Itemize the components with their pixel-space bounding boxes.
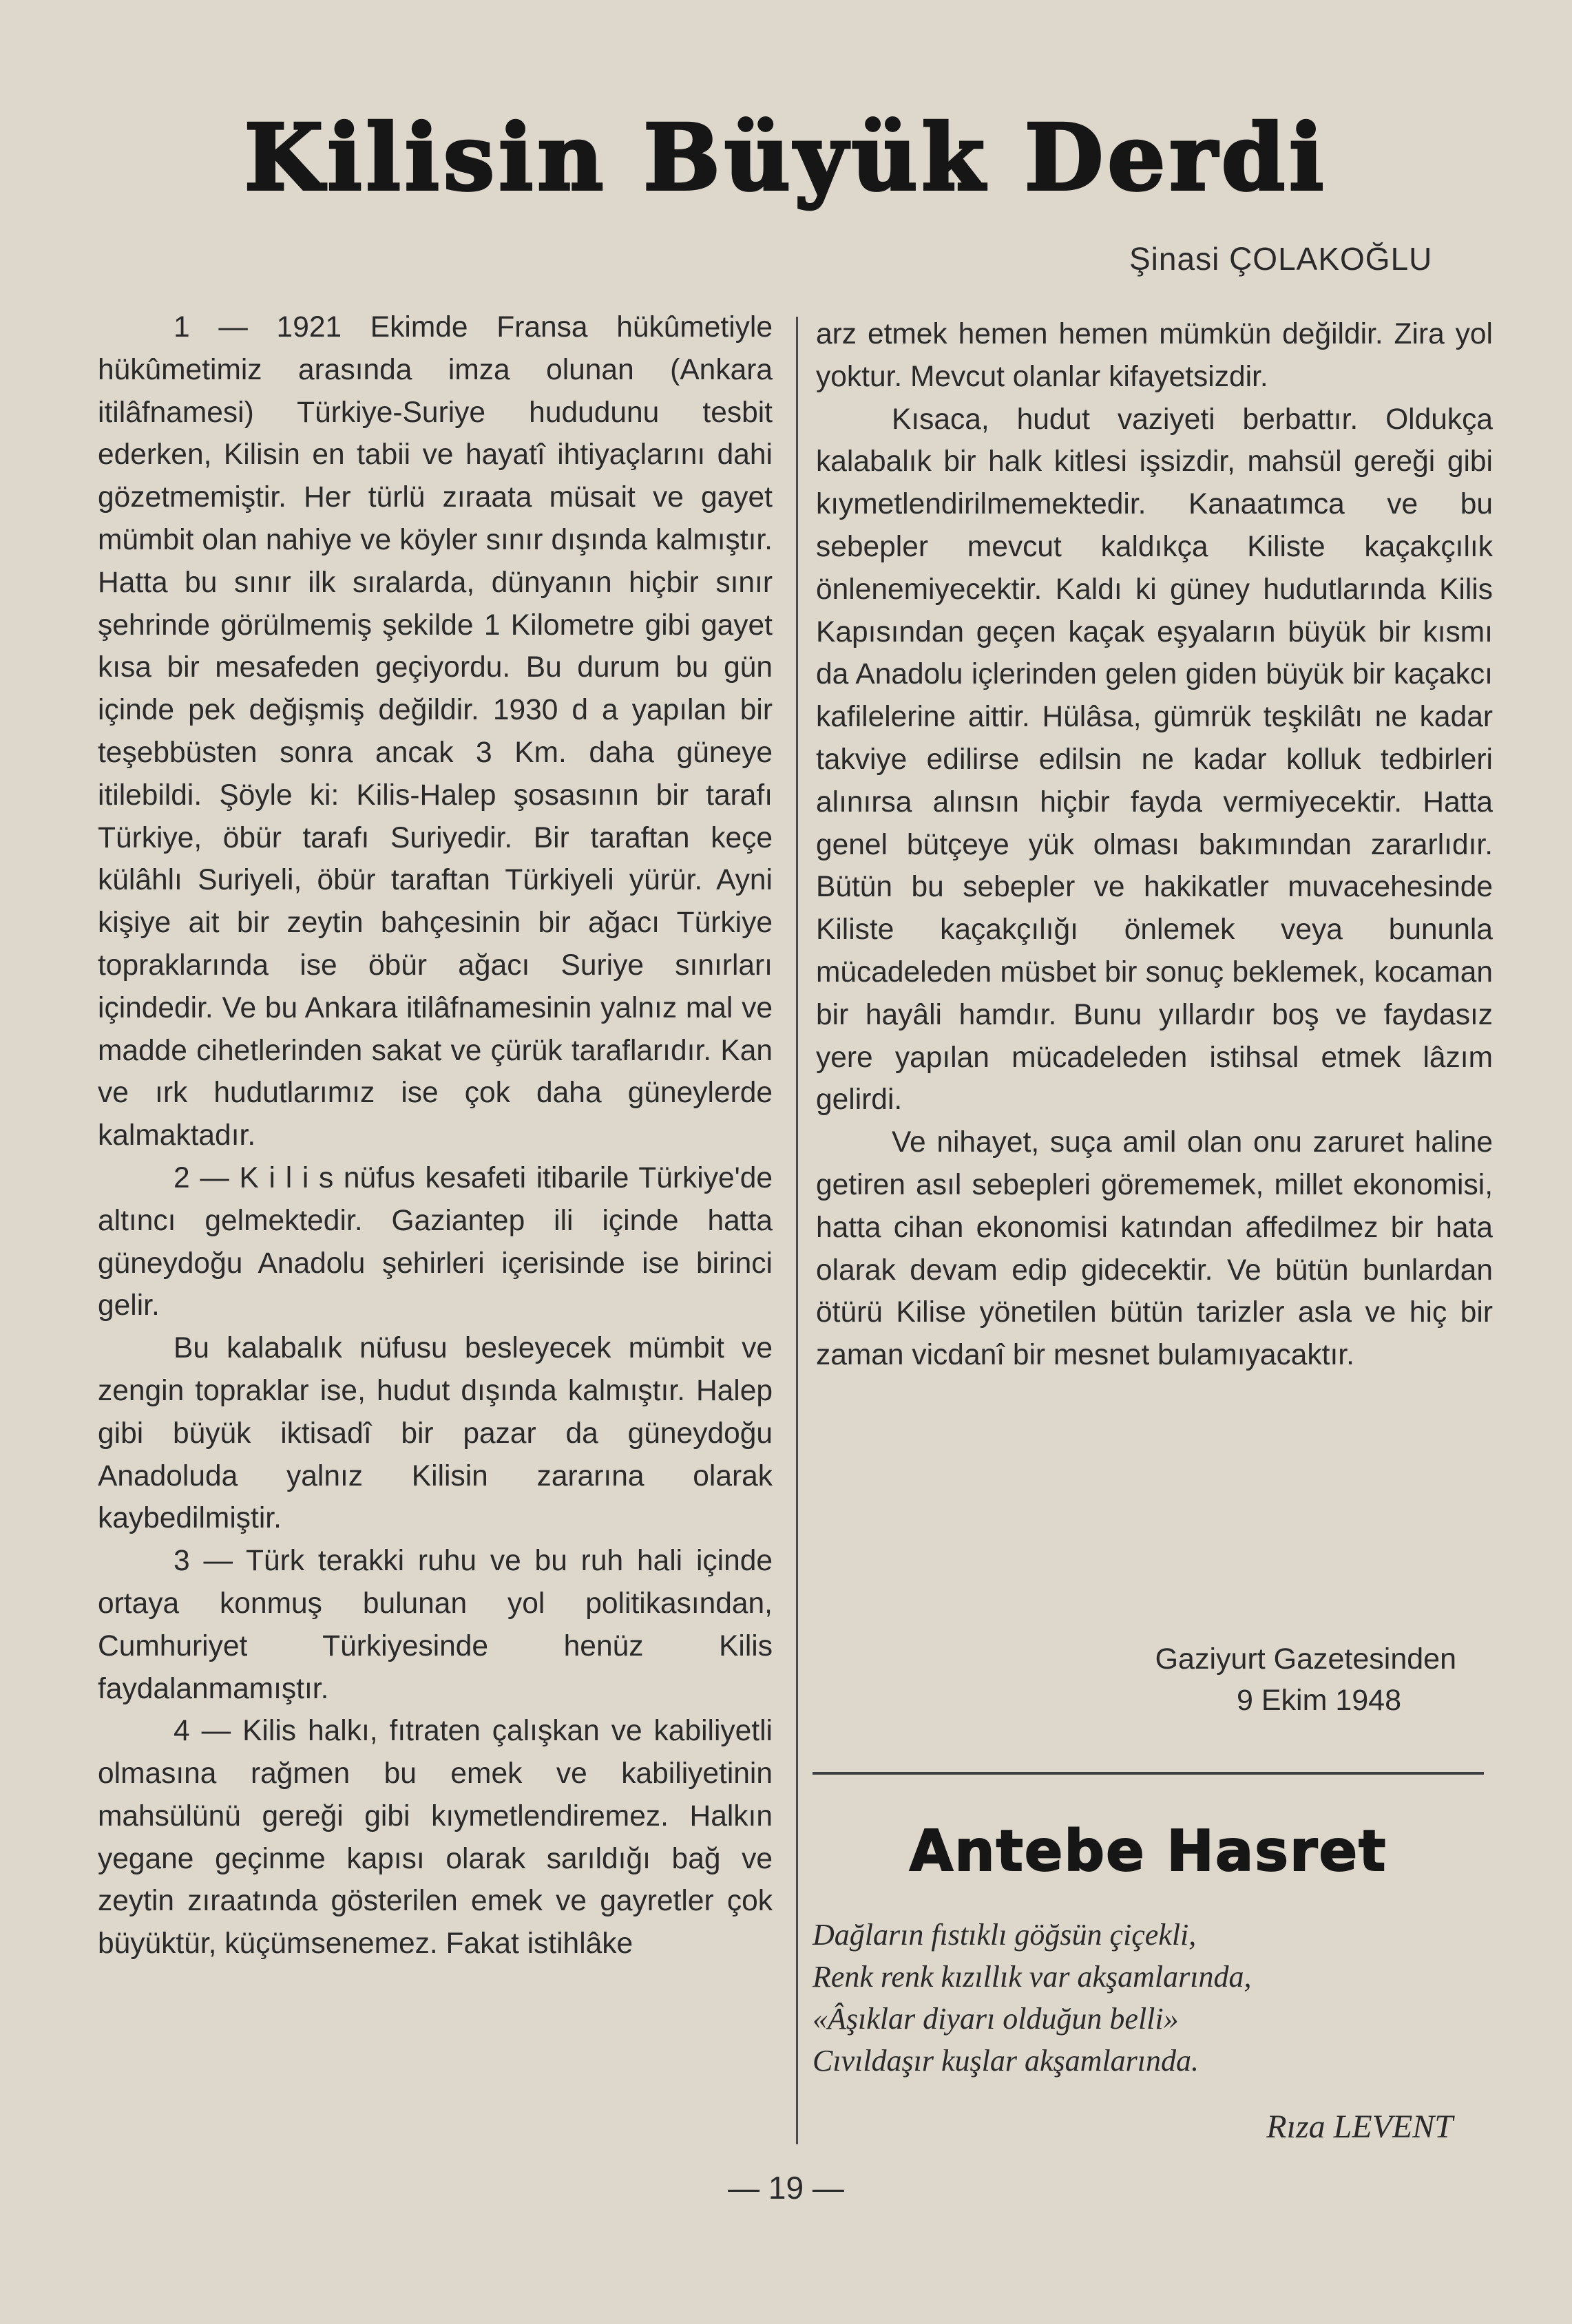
section-divider [813,1772,1484,1775]
article-paragraph: Ve nihayet, suça amil olan onu zaruret haline getiren asıl sebepleri görememek, millet ekonomisi, hatta cihan ekonomisi katından affedilmez bir hata olarak devam edip gidecektir. Ve bütün bunlardan ötürü Kilise yönetilen bütün tarizler asla ve hiç bir zaman vicdanî bir mesnet bulamıyacaktır. [816,1126,1493,1372]
page-number: — 19 — [728,2170,844,2206]
article-paragraph: Bu kalabalık nüfusu besleyecek mümbit ve zengin topraklar ise, hudut dışında kalmıştır. Halep gibi büyük iktisadî bir pazar da güneydoğu Anadoluda yalnız Kilisin zararına olarak kaybedilmiştir. [98,1332,773,1535]
poem-body [813,1914,1484,2082]
article-paragraph: 4 — Kilis halkı, fıtraten çalışkan ve kabiliyetli olmasına rağmen bu emek ve kabiliyetinin mahsülünü gereği gibi kıymetlendiremez. Halkın yegane geçinme kapısı olarak sarıldığı bağ ve zeytin zıraatında gösterilen emek ve gayretler çok büyüktür, küçümsenemez. Fakat istihlâke [98,1715,773,1961]
source-date: 9 Ekim 1948 [1236,1684,1401,1717]
article-paragraph: 1 — 1921 Ekimde Fransa hükûmetiyle hükûmetimiz arasında imza olunan (Ankara itilâfnamesi) Türkiye-Suriye hududunu tesbit ederken, Kilisin en tabii ve hayatî ihtiyaçlarını dahi gözetmemiştir. Her türlü zıraata müsait ve gayet mümbit olan nahiye ve köyler sınır dışında kalmıştır. Hatta bu sınır ilk sıralarda, dünyanın hiçbir sınır şehrinde görülmemiş şekilde 1 Kilometre gibi gayet kısa bir mesafeden geçiyordu. Bu durum bu gün içinde pek değişmiş değildir. 1930 d a yapılan bir teşebbüsten sonra ancak 3 Km. daha güneye itilebildi. Şöyle ki: Kilis-Halep şosasının bir tarafı Türkiye, öbür tarafı Suriyedir. Bir taraftan keçe külâhlı Suriyeli, öbür taraftan Türkiyeli yürür. Ayni kişiye ait bir zeytin bahçesinin bir ağacı Türkiye topraklarında ise öbür ağacı Suriye sınırları içindedir. Ve bu Ankara itilâfnamesinin yalnız mal ve madde cihetlerinden sakat ve çürük taraflarıdır. Kan ve ırk hudutlarımız ise çok daha güneylerde kalmaktadır. [98,311,773,1152]
source-newspaper: Gaziyurt Gazetesinden [1155,1642,1456,1676]
poem-title: Antebe Hasret [909,1819,1387,1884]
article-author: Şinasi ÇOLAKOĞLU [1129,241,1433,277]
article-paragraph: Kısaca, hudut vaziyeti berbattır. Oldukça kalabalık bir halk kitlesi işsizdir, mahsül gereği gibi kıymetlendirilmemektedir. Kanaatımca ve bu sebepler mevcut kaldıkça Kiliste kaçakçılık önlenemiyecektir. Kaldı ki güney hudutlarında Kilis Kapısından geçen kaçak eşyaların büyük bir kısmı da Anadolu içlerinden gelen giden büyük bir kaçakcı kafilelerine aittir. Hülâsa, gümrük teşkilâtı ne kadar takviye edilirse edilsin ne kadar kolluk tedbirleri alınırsa alınsın hiçbir fayda vermiyecektir. Hatta genel bütçeye yük olması bakımından zararlıdır. Bütün bu sebepler ve hakikatler muvacehesinde Kiliste kaçakçılığı önlemek veya bununla mücadeleden müsbet bir sonuç beklemek, kocaman bir hayâli hamdır. Bunu yıllardır boş ve faydasız yere yapılan mücadeleden istihsal etmek lâzım gelirdi. [816,403,1493,1117]
poem-line: Cıvıldaşır kuşlar akşamlarında. [813,2044,1199,2078]
poem-author: Rıza LEVENT [1266,2109,1453,2145]
poem-line: Dağların fıstıklı göğsün çiçekli, [813,1918,1197,1952]
article-left-column [98,306,773,1965]
article-source [816,1638,1456,1721]
article-paragraph: 2 — K i l i s nüfus kesafeti itibarile Türkiye'de altıncı gelmektedir. Gaziantep ili içinde hatta güneydoğu Anadolu şehirleri içerisinde ise birinci gelir. [98,1161,773,1322]
column-divider [796,317,798,2144]
article-paragraph: 3 — Türk terakki ruhu ve bu ruh hali içinde ortaya konmuş bulunan yol politikasından, Cumhuriyet Türkiyesinde henüz Kilis faydalanmamıştır. [98,1545,773,1705]
poem-line: Renk renk kızıllık var akşamlarında, [813,1960,1252,1994]
article-paragraph: arz etmek hemen hemen mümkün değildir. Zira yol yoktur. Mevcut olanlar kifayetsizdir. [816,318,1493,393]
article-title: Kilisin Büyük Derdi [244,105,1328,211]
article-right-column [816,313,1493,1377]
poem-line: «Âşıklar diyarı olduğun belli» [813,2002,1179,2036]
